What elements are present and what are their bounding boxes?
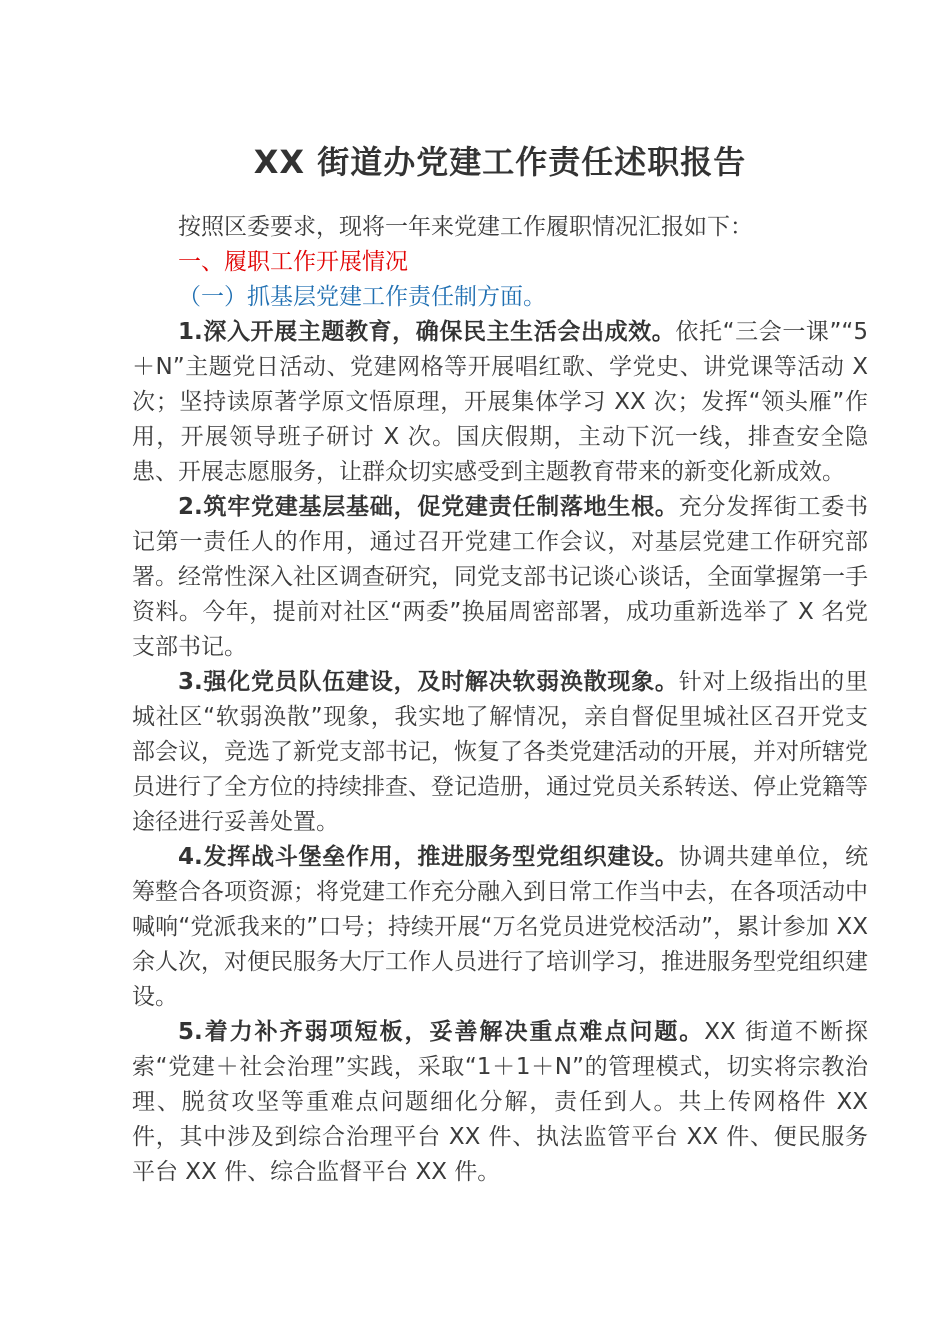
item-text: 依托“三会一课”“5＋N”主题党日活动、党建网格等开展唱红歌、学党史、讲党课等活动 X 次；坚持读原著学原文悟原理，开展集体学习 XX 次；发挥“领头雁”作用，开展领导班子研讨 X 次。国庆假期，主动下沉一线，排查安全隐患、开展志愿服务，让群众切实感受到主题教育带来的新变化新成效。 [132,319,868,485]
list-item [132,315,868,490]
item-lead: 2.筑牢党建基层基础，促党建责任制落地生根。 [178,494,679,520]
subsection-heading: （一）抓基层党建工作责任制方面。 [178,284,546,310]
item-text: 针对上级指出的里城社区“软弱涣散”现象，我实地了解情况，亲自督促里城社区召开党支部会议，竞选了新党支部书记，恢复了各类党建活动的开展，并对所辖党员进行了全方位的持续排查、登记造册，通过党员关系转送、停止党籍等途径进行妥善处置。 [132,669,869,835]
list-item [132,665,868,840]
item-text: 协调共建单位，统筹整合各项资源；将党建工作充分融入到日常工作当中去，在各项活动中喊响“党派我来的”口号；持续开展“万名党员进党校活动”，累计参加 XX 余人次，对便民服务大厅工作人员进行了培训学习，推进服务型党组织建设。 [132,844,869,1010]
list-item [132,840,868,1015]
document-title: XX 街道办党建工作责任述职报告 [253,143,747,181]
section-heading: 一、履职工作开展情况 [178,249,408,275]
list-item [132,490,868,665]
item-lead: 5.着力补齐弱项短板，妥善解决重点难点问题。 [178,1019,705,1045]
item-lead: 3.强化党员队伍建设，及时解决软弱涣散现象。 [178,669,679,695]
item-lead: 1.深入开展主题教育，确保民主生活会出成效。 [178,319,676,345]
intro-paragraph: 按照区委要求，现将一年来党建工作履职情况汇报如下： [178,214,753,240]
item-text: XX 街道不断探索“党建＋社会治理”实践，采取“1＋1＋N”的管理模式，切实将宗教治理、脱贫攻坚等重难点问题细化分解，责任到人。共上传网格件 XX 件，其中涉及到综合治理平台 XX 件、执法监管平台 XX 件、便民服务平台 XX 件、综合监督平台 XX 件。 [132,1019,868,1185]
list-item [132,1015,868,1190]
document-body [132,138,868,1190]
item-text: 充分发挥街工委书记第一责任人的作用，通过召开党建工作会议，对基层党建工作研究部署。经常性深入社区调查研究，同党支部书记谈心谈话，全面掌握第一手资料。今年，提前对社区“两委”换届周密部署，成功重新选举了 X 名党支部书记。 [132,494,869,660]
item-lead: 4.发挥战斗堡垒作用，推进服务型党组织建设。 [178,844,679,870]
